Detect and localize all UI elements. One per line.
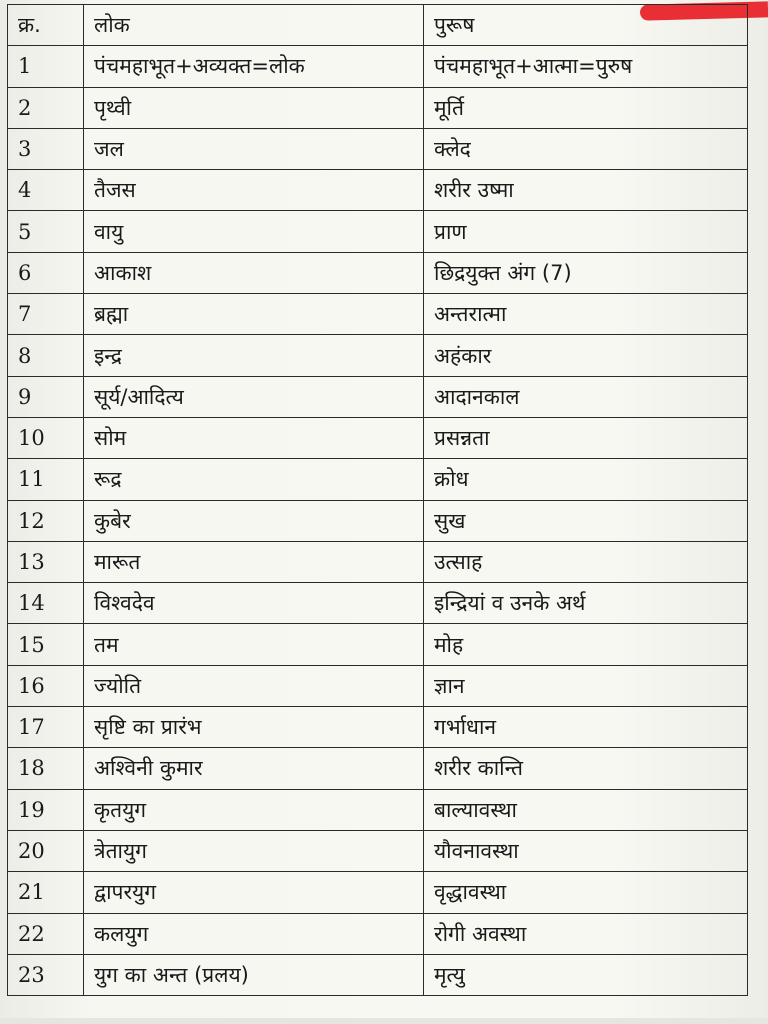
table-row bbox=[8, 417, 748, 458]
row-serial-number: 4 bbox=[8, 170, 84, 211]
row-serial-number: 20 bbox=[8, 830, 84, 871]
row-lok-cell: सोम bbox=[84, 417, 424, 458]
page-bottom-edge bbox=[0, 1018, 768, 1024]
row-purush-cell: शरीर उष्मा bbox=[424, 170, 748, 211]
table-row bbox=[8, 583, 748, 624]
row-serial-number: 7 bbox=[8, 294, 84, 335]
row-lok-cell: ज्योति bbox=[84, 665, 424, 706]
row-purush-cell: रोगी अवस्था bbox=[424, 913, 748, 954]
row-lok-cell: युग का अन्त (प्रलय) bbox=[84, 954, 424, 995]
row-purush-cell: मोह bbox=[424, 624, 748, 665]
row-serial-number: 21 bbox=[8, 872, 84, 913]
row-lok-cell: तम bbox=[84, 624, 424, 665]
header-serial-number: क्र. bbox=[8, 5, 84, 46]
row-purush-cell: सुख bbox=[424, 500, 748, 541]
row-serial-number: 9 bbox=[8, 376, 84, 417]
row-lok-cell: आकाश bbox=[84, 252, 424, 293]
table-row bbox=[8, 294, 748, 335]
row-purush-cell: अहंकार bbox=[424, 335, 748, 376]
row-serial-number: 19 bbox=[8, 789, 84, 830]
row-serial-number: 3 bbox=[8, 128, 84, 169]
row-purush-cell: ज्ञान bbox=[424, 665, 748, 706]
table-row bbox=[8, 748, 748, 789]
row-lok-cell: कुबेर bbox=[84, 500, 424, 541]
table-row bbox=[8, 335, 748, 376]
row-serial-number: 23 bbox=[8, 954, 84, 995]
row-serial-number: 22 bbox=[8, 913, 84, 954]
row-lok-cell: सूर्य/आदित्य bbox=[84, 376, 424, 417]
table-row bbox=[8, 252, 748, 293]
row-lok-cell: विश्वदेव bbox=[84, 583, 424, 624]
table-row bbox=[8, 541, 748, 582]
row-purush-cell: प्राण bbox=[424, 211, 748, 252]
row-lok-cell: कृतयुग bbox=[84, 789, 424, 830]
row-serial-number: 16 bbox=[8, 665, 84, 706]
row-purush-cell: प्रसन्नता bbox=[424, 417, 748, 458]
row-serial-number: 18 bbox=[8, 748, 84, 789]
row-serial-number: 17 bbox=[8, 707, 84, 748]
row-purush-cell: छिद्रयुक्त अंग (7) bbox=[424, 252, 748, 293]
row-serial-number: 6 bbox=[8, 252, 84, 293]
row-lok-cell: जल bbox=[84, 128, 424, 169]
row-lok-cell: वायु bbox=[84, 211, 424, 252]
row-lok-cell: त्रेतायुग bbox=[84, 830, 424, 871]
row-lok-cell: इन्द्र bbox=[84, 335, 424, 376]
row-lok-cell: पंचमहाभूत+अव्यक्त=लोक bbox=[84, 46, 424, 87]
header-purush: पुरूष bbox=[424, 5, 748, 46]
row-lok-cell: रूद्र bbox=[84, 459, 424, 500]
row-lok-cell: कलयुग bbox=[84, 913, 424, 954]
row-purush-cell: मृत्यु bbox=[424, 954, 748, 995]
row-lok-cell: मारूत bbox=[84, 541, 424, 582]
table-row bbox=[8, 211, 748, 252]
row-purush-cell: यौवनावस्था bbox=[424, 830, 748, 871]
row-serial-number: 5 bbox=[8, 211, 84, 252]
row-purush-cell: बाल्यावस्था bbox=[424, 789, 748, 830]
row-serial-number: 2 bbox=[8, 87, 84, 128]
table-row bbox=[8, 913, 748, 954]
table-body bbox=[8, 46, 748, 996]
row-serial-number: 11 bbox=[8, 459, 84, 500]
row-purush-cell: क्रोध bbox=[424, 459, 748, 500]
row-purush-cell: उत्साह bbox=[424, 541, 748, 582]
table-row bbox=[8, 128, 748, 169]
table-row bbox=[8, 500, 748, 541]
table-row bbox=[8, 376, 748, 417]
row-serial-number: 13 bbox=[8, 541, 84, 582]
row-purush-cell: आदानकाल bbox=[424, 376, 748, 417]
table-row bbox=[8, 170, 748, 211]
table-row bbox=[8, 624, 748, 665]
row-serial-number: 14 bbox=[8, 583, 84, 624]
row-serial-number: 15 bbox=[8, 624, 84, 665]
row-serial-number: 10 bbox=[8, 417, 84, 458]
table-row bbox=[8, 46, 748, 87]
row-purush-cell: क्लेद bbox=[424, 128, 748, 169]
row-purush-cell: वृद्धावस्था bbox=[424, 872, 748, 913]
row-lok-cell: ब्रह्मा bbox=[84, 294, 424, 335]
table-row bbox=[8, 789, 748, 830]
row-serial-number: 12 bbox=[8, 500, 84, 541]
row-purush-cell: पंचमहाभूत+आत्मा=पुरुष bbox=[424, 46, 748, 87]
table-row bbox=[8, 954, 748, 995]
table-row bbox=[8, 872, 748, 913]
header-lok: लोक bbox=[84, 5, 424, 46]
row-lok-cell: अश्विनी कुमार bbox=[84, 748, 424, 789]
row-lok-cell: द्वापरयुग bbox=[84, 872, 424, 913]
table-row bbox=[8, 459, 748, 500]
row-purush-cell: अन्तरात्मा bbox=[424, 294, 748, 335]
row-lok-cell: पृथ्वी bbox=[84, 87, 424, 128]
table-row bbox=[8, 707, 748, 748]
lok-purush-table bbox=[7, 4, 748, 996]
table-row bbox=[8, 830, 748, 871]
row-purush-cell: इन्द्रियां व उनके अर्थ bbox=[424, 583, 748, 624]
table-row bbox=[8, 87, 748, 128]
row-purush-cell: शरीर कान्ति bbox=[424, 748, 748, 789]
row-lok-cell: सृष्टि का प्रारंभ bbox=[84, 707, 424, 748]
row-serial-number: 8 bbox=[8, 335, 84, 376]
row-purush-cell: गर्भाधान bbox=[424, 707, 748, 748]
table-header-row bbox=[8, 5, 748, 46]
row-serial-number: 1 bbox=[8, 46, 84, 87]
row-purush-cell: मूर्ति bbox=[424, 87, 748, 128]
row-lok-cell: तैजस bbox=[84, 170, 424, 211]
table-row bbox=[8, 665, 748, 706]
